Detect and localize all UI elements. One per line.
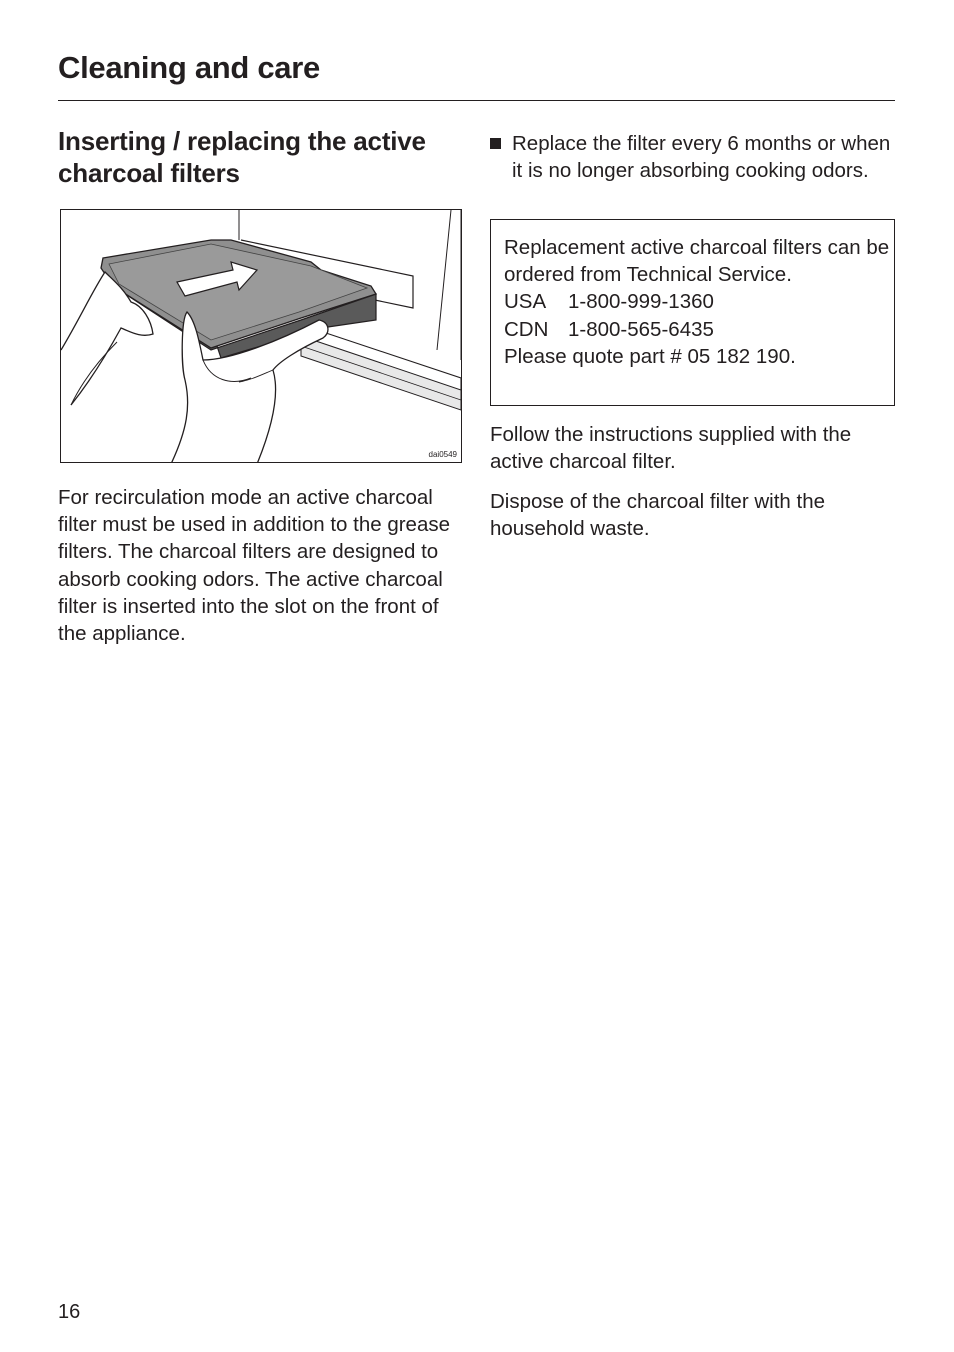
follow-paragraph: Follow the instructions supplied with the active charcoal filter.: [490, 423, 852, 474]
section-title: Inserting / replacing the active charcoal filters: [58, 126, 426, 188]
filter-insert-illustration: [60, 209, 462, 463]
intro-paragraph: For recirculation mode an active charcoal filter must be used in addition to the grease filters. The charcoal filters are designed to absorb cooking odors. The active charcoal filter is inserted into the slot on the front of the appliance.: [58, 486, 451, 646]
dispose-paragraph: Dispose of the charcoal filter with the household waste.: [490, 490, 825, 541]
part-number: Please quote part # 05 182 190.: [504, 344, 796, 368]
header-divider: [58, 100, 895, 101]
phone-row-cdn: [504, 316, 894, 343]
phone-label: CDN: [504, 317, 549, 341]
phone-row-usa: [504, 288, 894, 315]
phone-number: 1-800-999-1360: [568, 290, 714, 314]
info-box: [490, 219, 895, 406]
figure-id: dai0549: [428, 450, 457, 459]
phone-label: USA: [504, 290, 547, 314]
bullet-text: Replace the filter every 6 months or when it is no longer absorbing cooking odors.: [512, 132, 891, 183]
info-box-intro: Replacement active charcoal filters can be ordered from Technical Service.: [504, 236, 890, 287]
phone-number: 1-800-565-6435: [568, 317, 714, 341]
page-title: Cleaning and care: [58, 50, 320, 85]
square-bullet-icon: [490, 138, 501, 149]
page-number: 16: [58, 1301, 81, 1323]
filter-insert-icon: [61, 210, 462, 463]
